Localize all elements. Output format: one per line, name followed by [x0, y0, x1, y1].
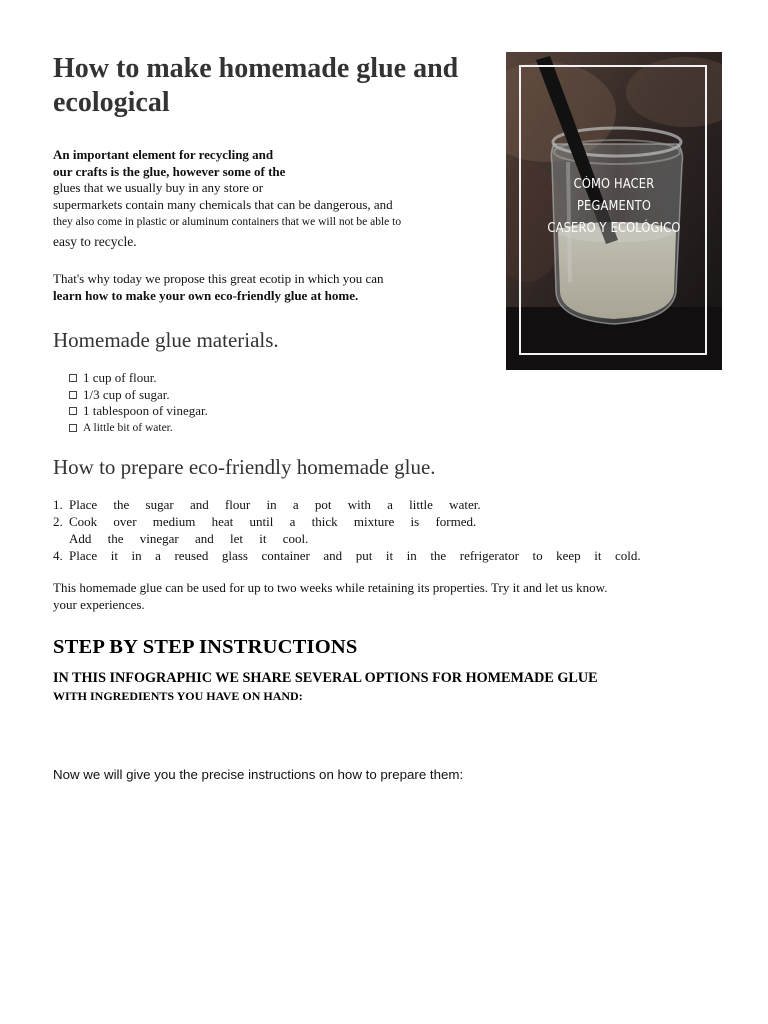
list-item — [69, 420, 208, 437]
poster-caption-line: CÓMO HACER — [573, 177, 655, 192]
step-item — [53, 496, 481, 513]
step-item — [53, 547, 641, 564]
usage-line: This homemade glue can be used for up to two weeks while retaining its properties. Try it and let us know. — [53, 580, 608, 595]
intro-paragraph — [53, 147, 473, 252]
step-item — [69, 530, 308, 547]
step-number: 4. — [53, 548, 63, 563]
poster-image — [506, 52, 722, 370]
instructions-heading: STEP BY STEP INSTRUCTIONS — [53, 636, 358, 658]
step-text: Place the sugar and flour in a pot with a little water. — [69, 497, 481, 512]
list-item-text: 1/3 cup of sugar. — [83, 386, 170, 402]
intro-line: easy to recycle. — [53, 233, 137, 249]
infographic-subheading: WITH INGREDIENTS YOU HAVE ON HAND: — [53, 689, 303, 703]
intro-line: glues that we usually buy in any store or — [53, 180, 264, 196]
intro-line: our crafts is the glue, however some of the — [53, 163, 286, 179]
list-item — [69, 370, 208, 387]
ecotip-line: That's why today we propose this great ecotip in which you can — [53, 271, 384, 286]
poster-caption-line: PEGAMENTO — [576, 199, 652, 214]
poster-caption-line: CASERO Y ECOLÓGICO — [547, 221, 681, 236]
ecotip-line: learn how to make your own eco-friendly glue at home. — [53, 287, 359, 303]
usage-line: your experiences. — [53, 596, 145, 612]
list-item — [69, 387, 208, 404]
poster-caption — [519, 174, 709, 240]
list-item-text: A little bit of water. — [83, 421, 173, 434]
step-text: Cook over medium heat until a thick mixture is formed. — [69, 514, 477, 529]
checkbox-icon — [69, 407, 77, 415]
checkbox-icon — [69, 424, 77, 432]
intro-line: supermarkets contain many chemicals that can be dangerous, and — [53, 197, 393, 213]
checkbox-icon — [69, 391, 77, 399]
usage-paragraph — [53, 580, 713, 613]
step-text: Place it in a reused glass container and put it in the refrigerator to keep it cold. — [69, 548, 641, 563]
step-text: Add the vinegar and let it cool. — [69, 531, 309, 546]
infographic-subheading: IN THIS INFOGRAPHIC WE SHARE SEVERAL OPTIONS FOR HOMEMADE GLUE — [53, 670, 598, 686]
list-item-text: 1 cup of flour. — [83, 370, 157, 385]
intro-line: An important element for recycling and — [53, 147, 274, 162]
ecotip-paragraph — [53, 271, 493, 304]
materials-list — [69, 370, 208, 436]
list-item — [69, 403, 208, 420]
step-number: 2. — [53, 514, 63, 529]
step-number: 1. — [53, 497, 63, 512]
list-item-text: 1 tablespoon of vinegar. — [83, 403, 208, 419]
checkbox-icon — [69, 374, 77, 382]
instructions-intro: Now we will give you the precise instructions on how to prepare them: — [53, 767, 464, 782]
page-title: How to make homemade glue and ecological — [53, 53, 459, 118]
step-item — [53, 513, 476, 530]
intro-line: they also come in plastic or aluminum containers that we will not be able to — [53, 215, 402, 228]
prepare-heading: How to prepare eco-friendly homemade glue. — [53, 455, 436, 479]
materials-heading: Homemade glue materials. — [53, 328, 279, 352]
